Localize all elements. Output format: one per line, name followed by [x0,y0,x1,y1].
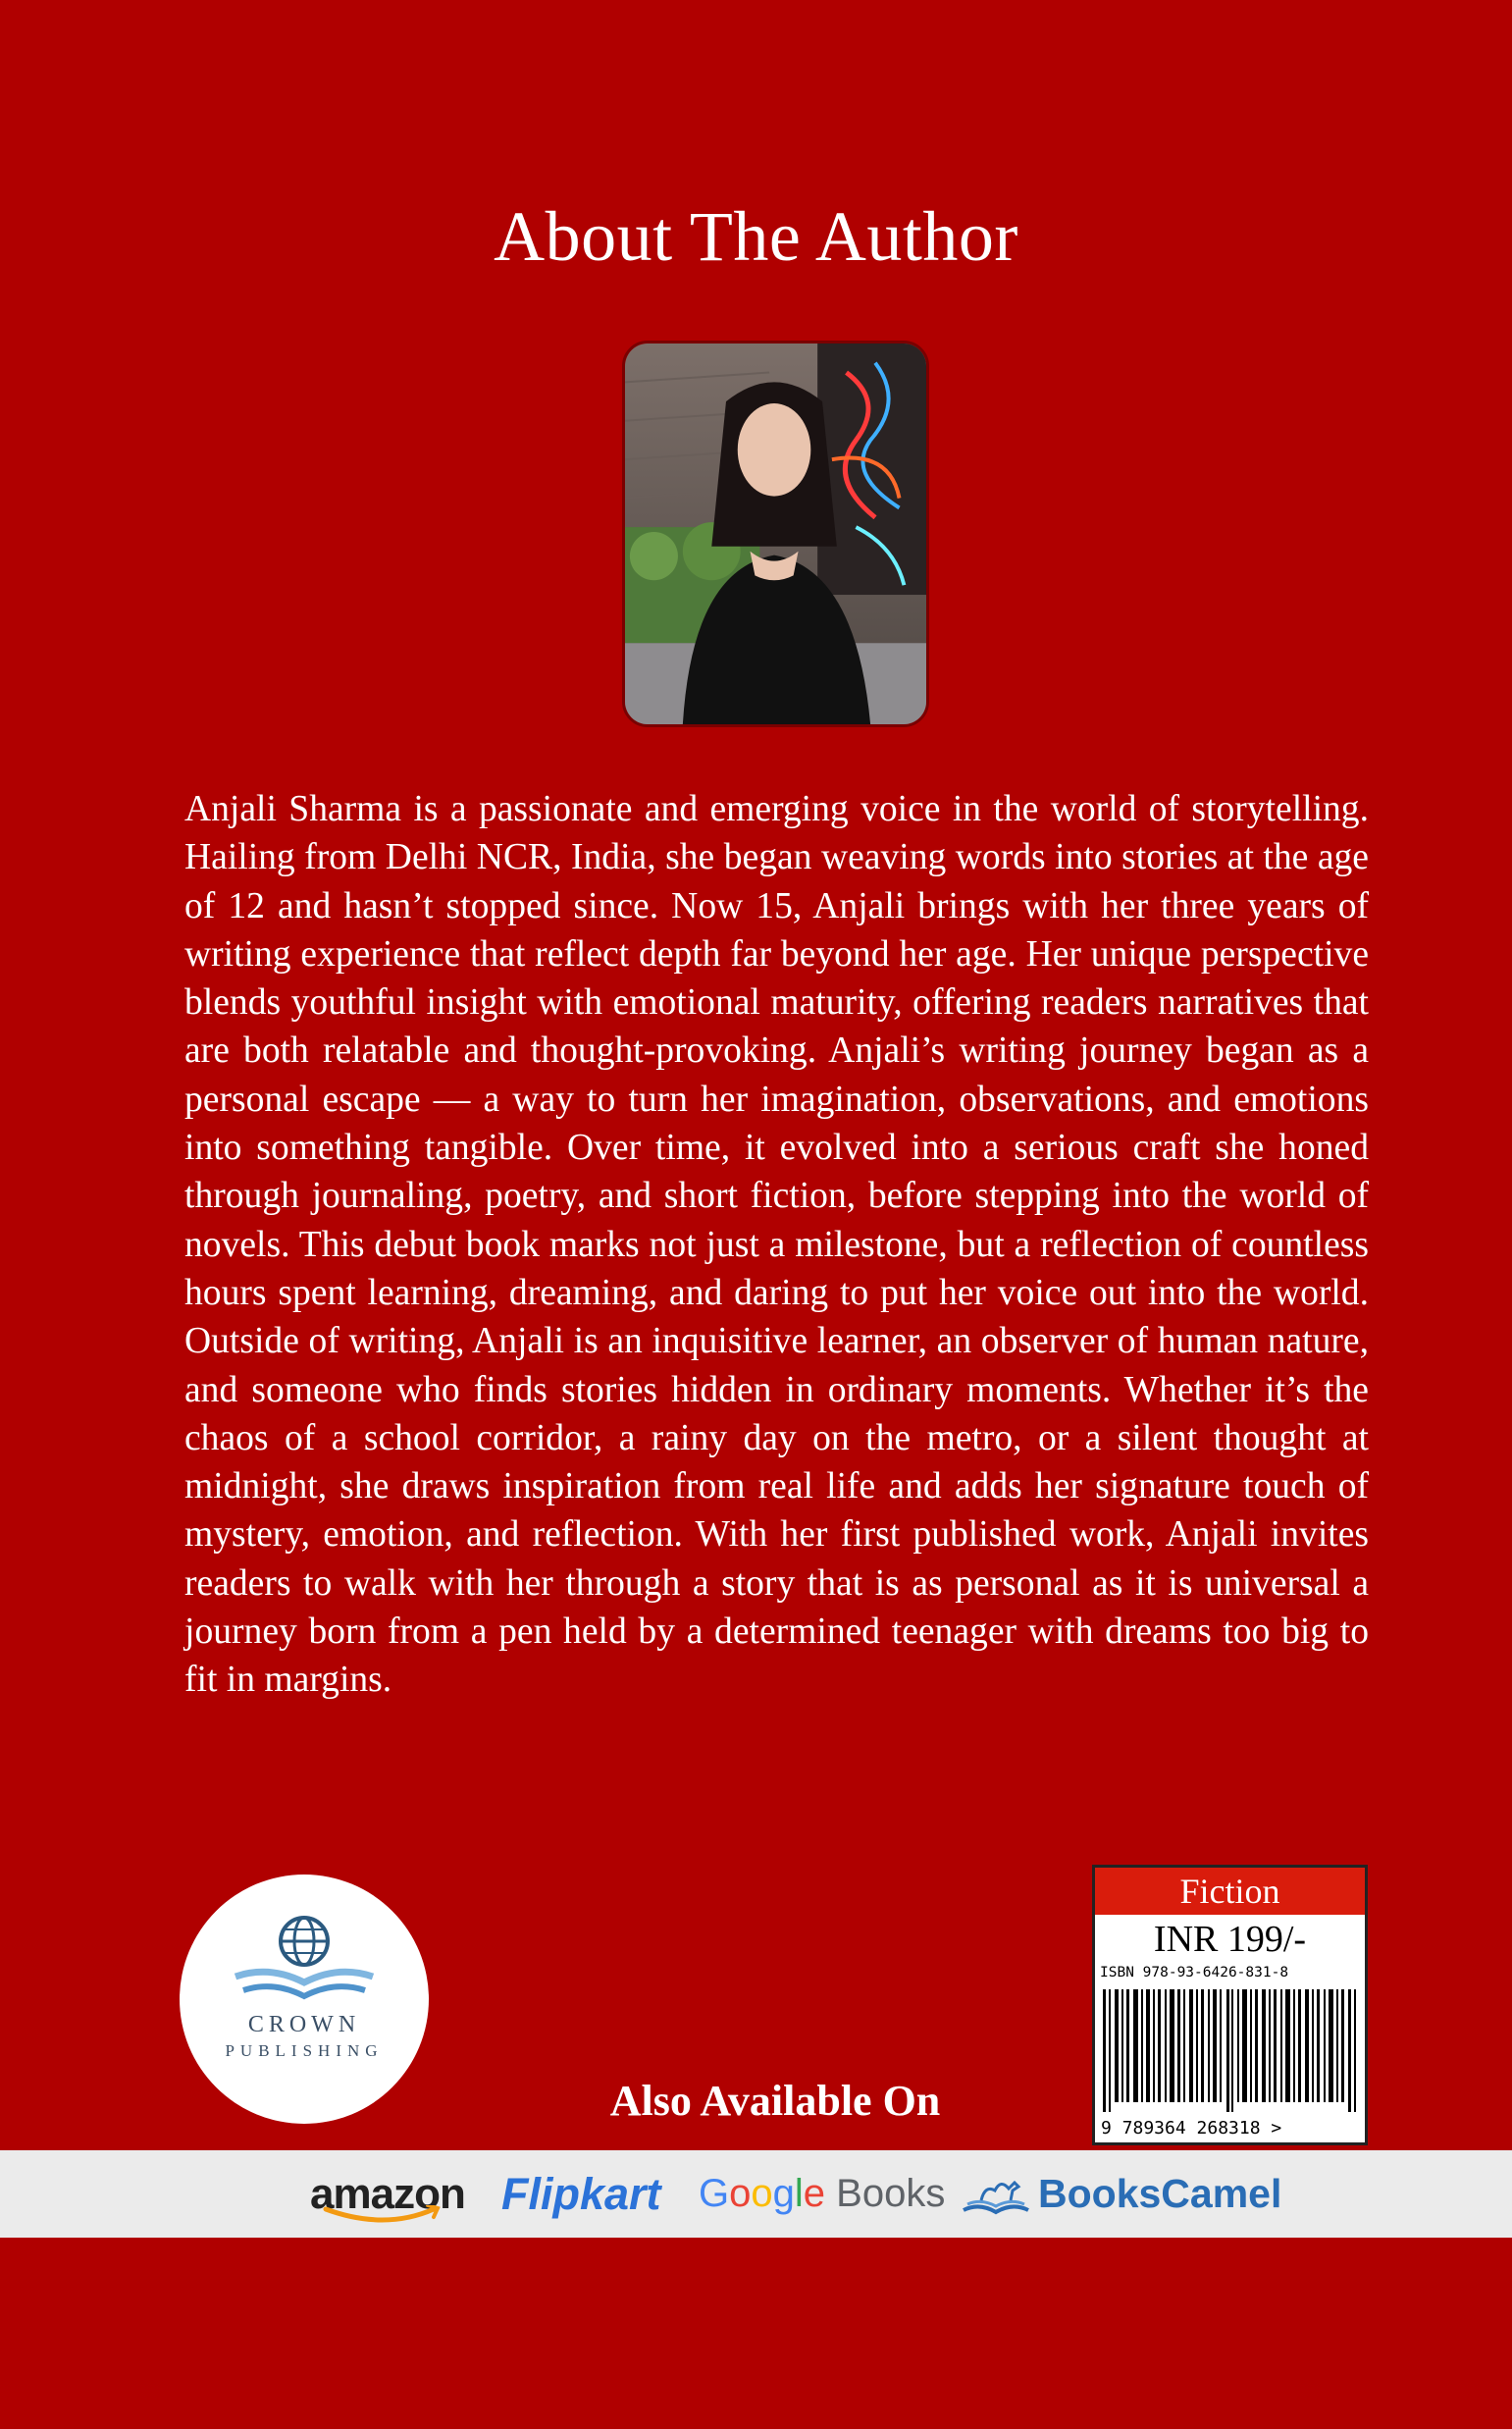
google-letter: g [772,2172,795,2215]
google-letter: e [803,2172,826,2215]
camel-book-icon [962,2175,1030,2218]
barcode-digits: 9 789364 268318 > [1101,2118,1282,2139]
google-books-logo[interactable] [699,2150,945,2238]
publisher-sub: PUBLISHING [225,2041,384,2060]
amazon-smile-icon [322,2205,449,2223]
also-available-heading: Also Available On [609,2077,941,2125]
page-title: About The Author [494,197,1018,276]
publisher-name: CROWN [247,2012,361,2037]
stores-strip [0,2150,1512,2238]
author-photo [622,341,929,727]
google-letter: l [794,2172,804,2215]
barcode-panel [1092,1865,1368,2145]
genre-label: Fiction [1095,1868,1365,1915]
price-label: INR 199/- [1153,1919,1307,1960]
amazon-logo[interactable] [310,2150,465,2238]
isbn-label: ISBN 978-93-6426-831-8 [1100,1965,1289,1980]
flipkart-logo[interactable]: Flipkart [501,2169,661,2219]
author-bio: Anjali Sharma is a passionate and emerging voice in the world of storytelling. Hailing from Delhi NCR, India, she began weaving words into stories at the age of 12 and hasn’t stopped since. Now 15, Anjali brings with her three years of writing experience that reflect depth far beyond her age. Her unique perspective blends youthful insight with emotional maturity, offering readers narratives that are both relatable and thought-provoking. Anjali’s writing journey began as a personal escape — a way to turn her imagination, observations, and emotions into something tangible. Over time, it evolved into a serious craft she honed through journaling, poetry, and short fiction, before stepping into the world of novels. This debut book marks not just a milestone, but a reflection of countless hours spent learning, dreaming, and daring to put her voice out into the world. Outside of writing, Anjali is an inquisitive learner, an observer of human nature, and someone who finds stories hidden in ordinary moments. Whether it’s the chaos of a school corridor, a rainy day on the metro, or a silent thought at midnight, she draws inspiration from real life and adds her signature touch of mystery, emotion, and reflection. With her first published work, Anjali invites readers to walk with her through a story that is as personal as it is universal a journey born from a pen held by a determined teenager with dreams too big to fit in margins. [184,789,1369,1701]
google-books-word: Books [836,2172,946,2215]
google-letter: o [751,2172,773,2215]
globe-book-icon [230,1916,379,2009]
bookscamel-wordmark: BooksCamel [1038,2171,1282,2216]
google-letter: G [699,2172,730,2215]
bookscamel-logo[interactable] [962,2150,1281,2238]
amazon-wordmark: amazon [310,2170,465,2218]
google-letter: o [729,2172,752,2215]
barcode-bars [1103,1989,1360,2112]
